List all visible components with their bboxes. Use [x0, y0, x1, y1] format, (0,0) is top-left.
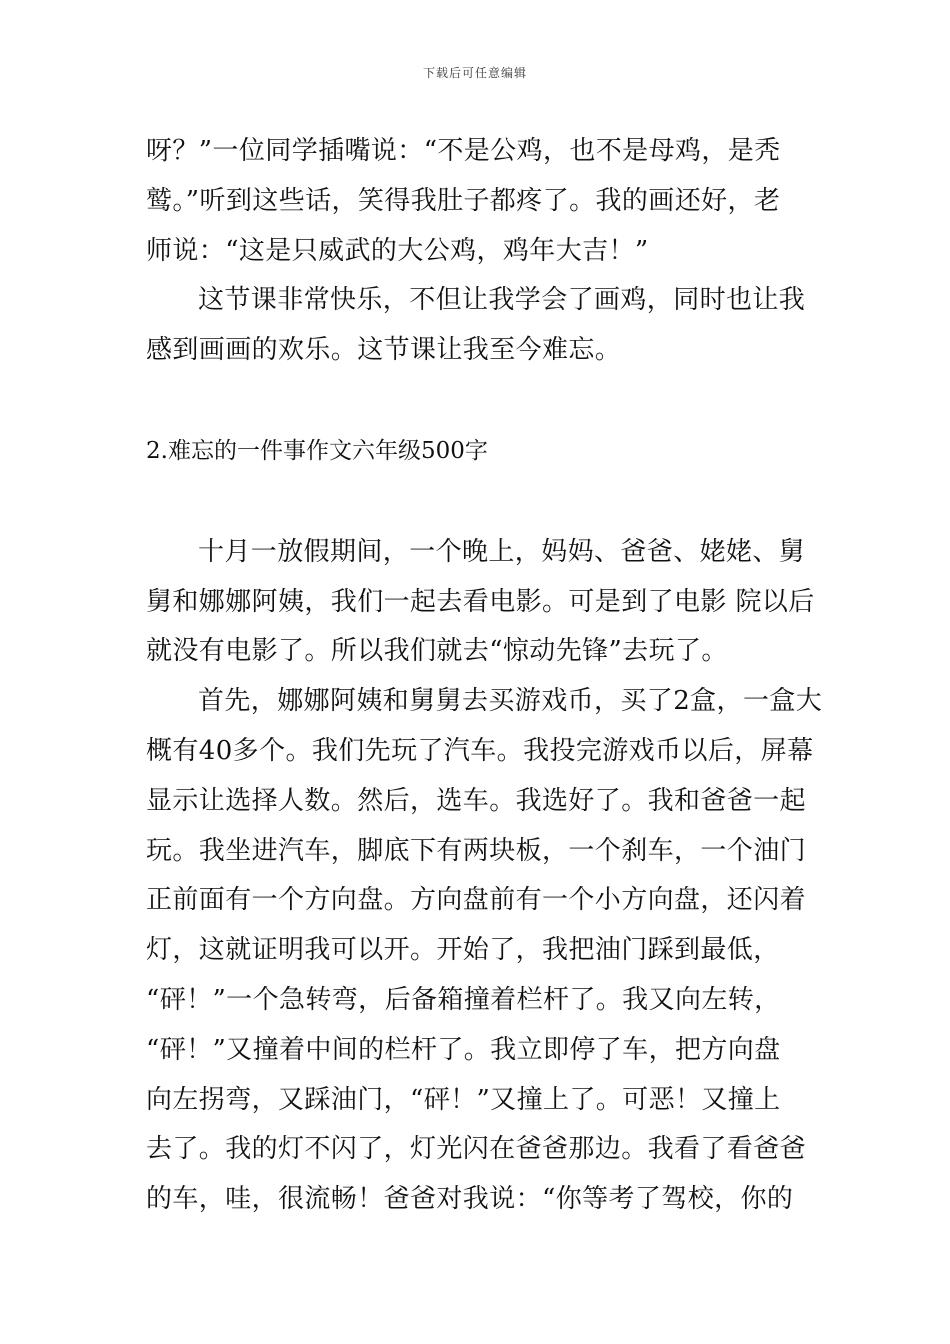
text-line: 舅和娜娜阿姨，我们一起去看电影。可是到了电影 院以后	[146, 586, 815, 617]
text-line: 就没有电影了。所以我们就去“惊动先锋”去玩了。	[146, 636, 728, 667]
text-line: 的车，哇，很流畅！爸爸对我说：“你等考了驾校，你的	[146, 1184, 794, 1215]
paragraph-4	[146, 677, 823, 1225]
text-line: 呀？”一位同学插嘴说：“不是公鸡，也不是母鸡，是秃	[146, 136, 781, 166]
text-line: 鹫。”听到这些话，笑得我肚子都疼了。我的画还好，老	[146, 185, 781, 216]
text-line: 正前面有一个方向盘。方向盘前有一个小方向盘，还闪着	[146, 885, 807, 916]
text-line: “砰！”一个急转弯，后备箱撞着栏杆了。我又向左转，	[146, 984, 781, 1015]
paragraph-2	[146, 276, 806, 376]
text-line: 这节课非常快乐，不但让我学会了画鸡，同时也让我	[198, 285, 806, 316]
text-line: 十月一放假期间，一个晚上，妈妈、爸爸、姥姥、舅	[198, 536, 806, 567]
section-heading: 2.难忘的一件事作文六年级500字	[146, 437, 488, 464]
paragraph-1	[146, 127, 806, 276]
page-header: 下载后可任意编辑	[422, 66, 527, 80]
text-line: 师说：“这是只威武的大公鸡，鸡年大吉！”	[146, 235, 649, 266]
text-line: 显示让选择人数。然后，选车。我选好了。我和爸爸一起	[146, 785, 807, 816]
text-line: 向左拐弯，又踩油门，“砰！”又撞上了。可恶！又撞上	[146, 1084, 781, 1115]
text-line: 概有40多个。我们先玩了汽车。我投完游戏币以后，屏幕	[146, 735, 814, 766]
text-line: 灯，这就证明我可以开。开始了，我把油门踩到最低，	[146, 935, 780, 966]
text-line: 去了。我的灯不闪了，灯光闪在爸爸那边。我看了看爸爸	[146, 1134, 807, 1165]
paragraph-3	[146, 528, 815, 677]
text-line: 感到画画的欢乐。这节课让我至今难忘。	[146, 335, 622, 366]
document-body	[146, 127, 823, 1225]
text-line: 首先，娜娜阿姨和舅舅去买游戏币，买了2盒，一盒大	[198, 686, 823, 717]
text-line: “砰！”又撞着中间的栏杆了。我立即停了车，把方向盘	[146, 1034, 781, 1065]
text-line: 玩。我坐进汽车，脚底下有两块板，一个刹车，一个油门	[146, 835, 807, 866]
